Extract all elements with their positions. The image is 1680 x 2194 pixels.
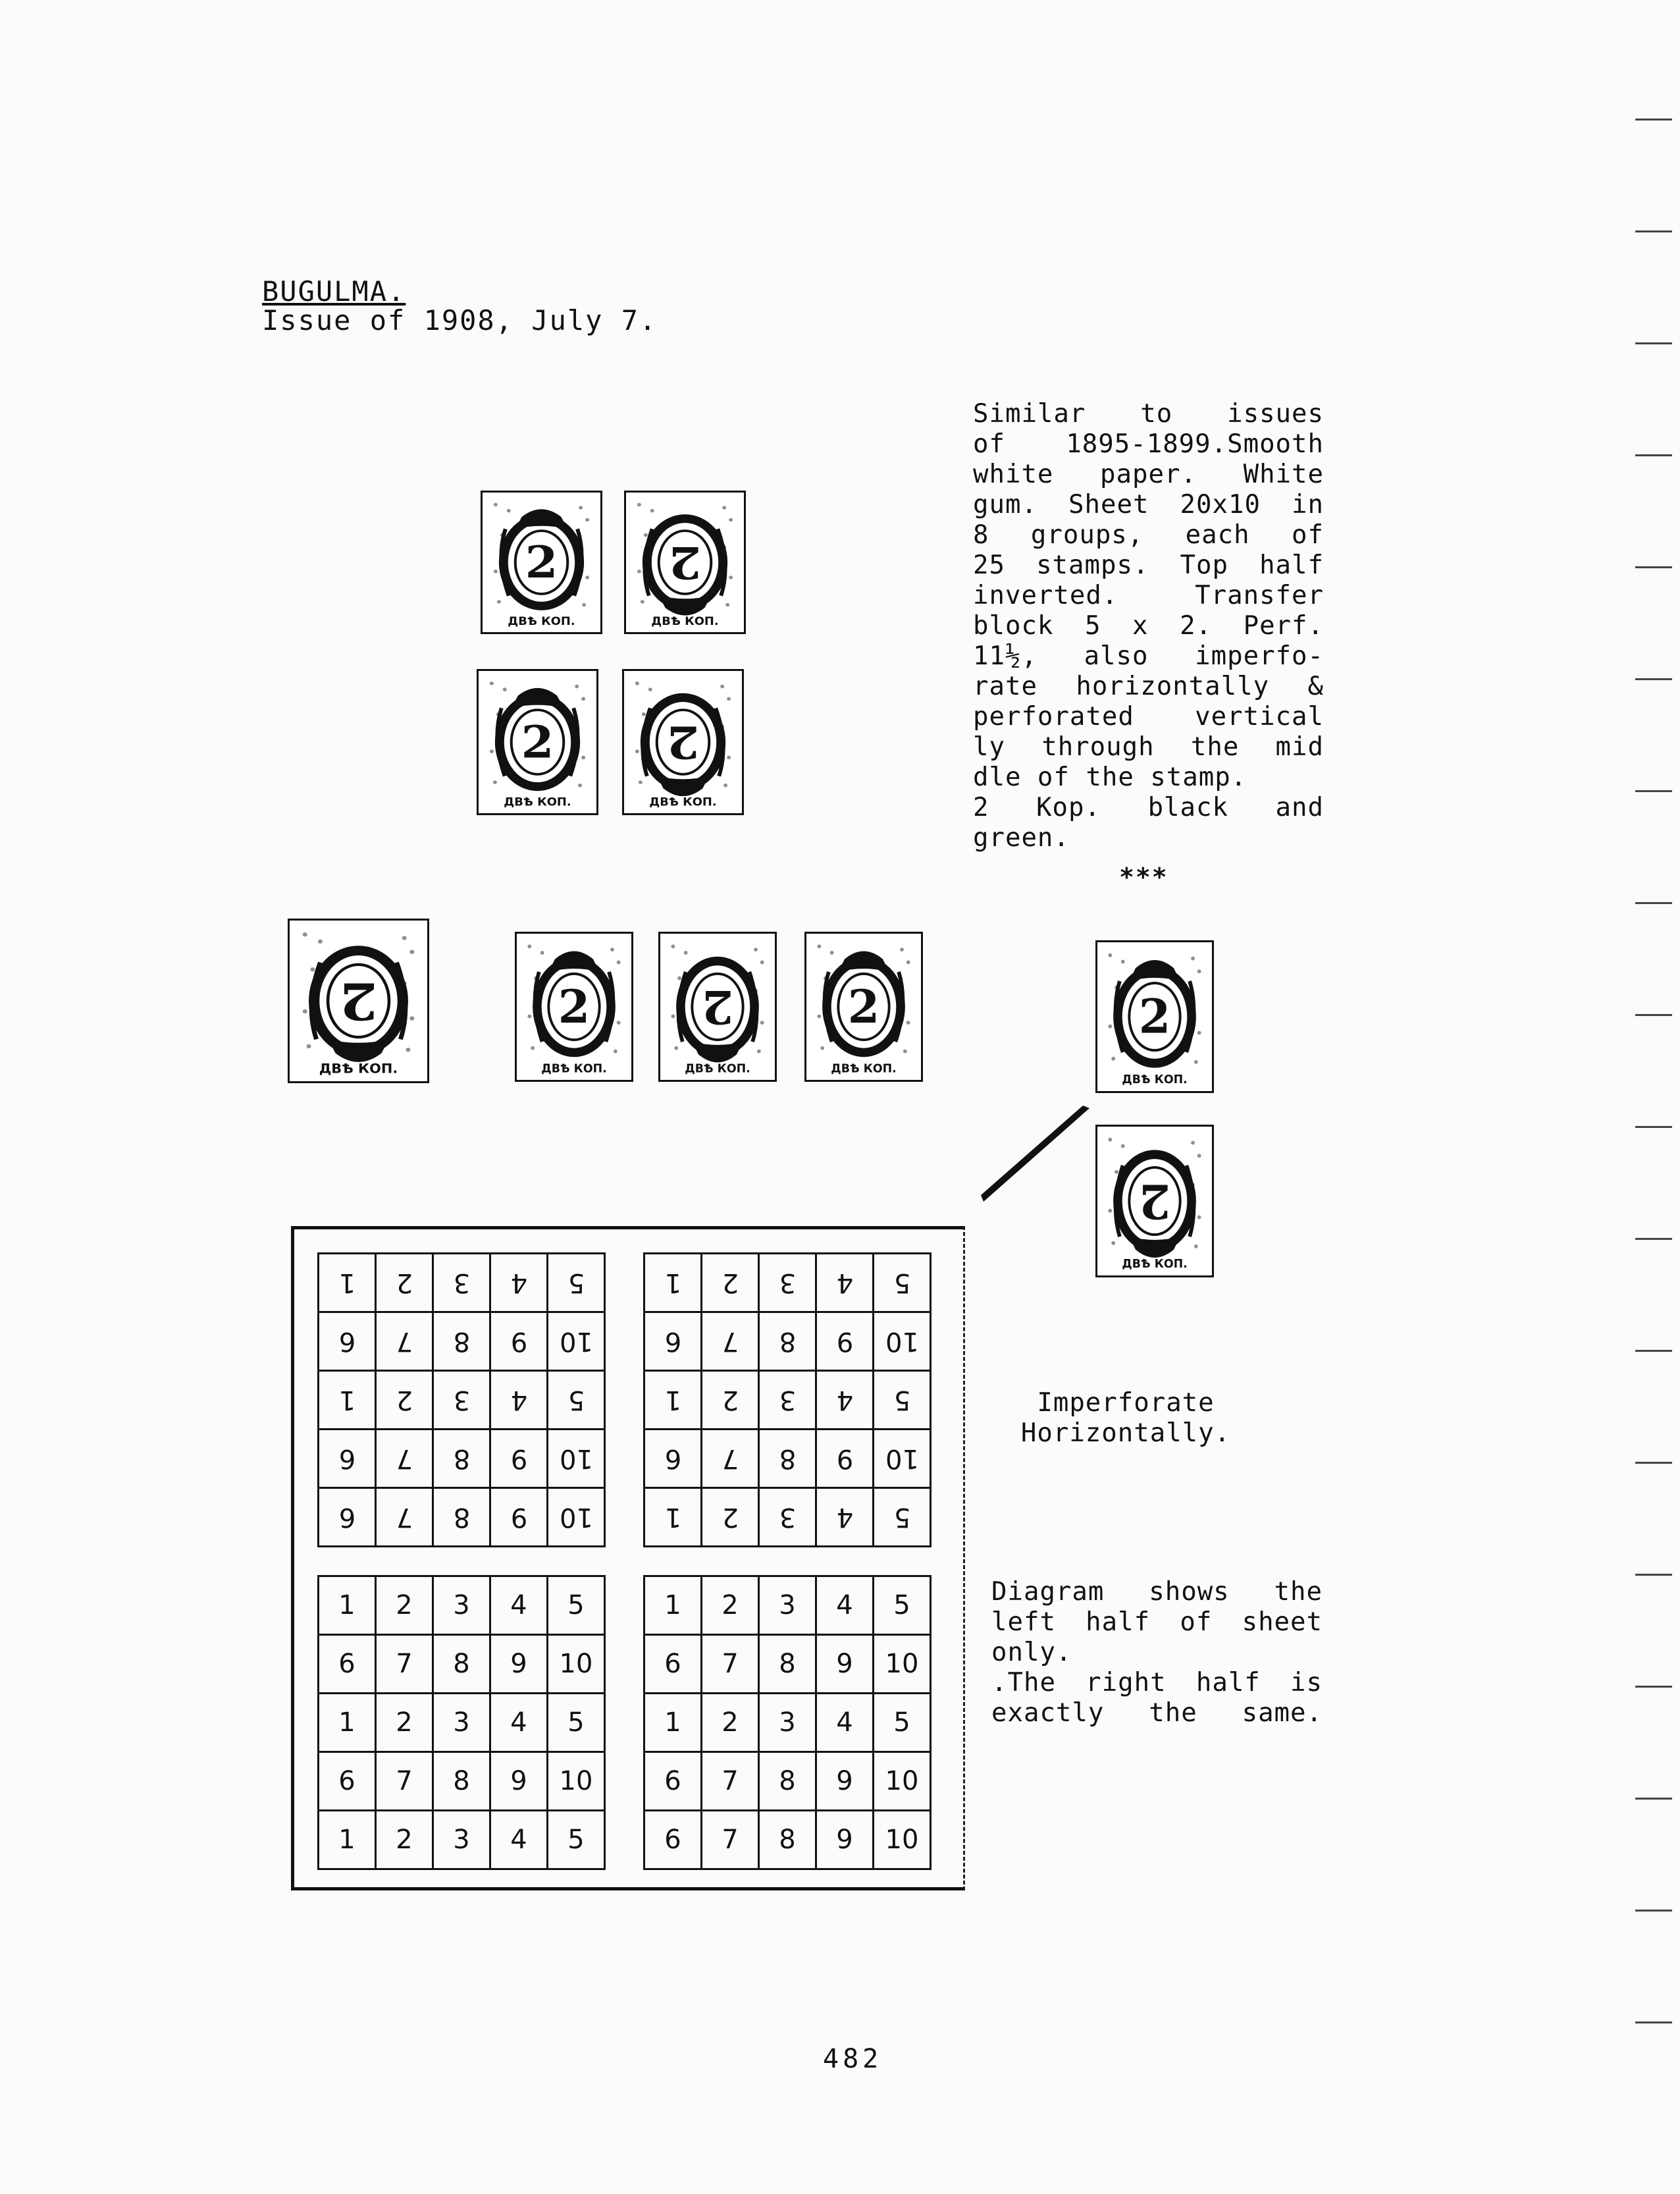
grid-cell: 9 [490, 1488, 548, 1547]
binder-mark [1635, 1574, 1672, 1576]
note-line: Diagram shows the [991, 1577, 1323, 1607]
section-title: BUGULMA. [262, 275, 406, 308]
grid-row [644, 1752, 931, 1811]
grid-cell: 1 [644, 1694, 702, 1752]
svg-text:2: 2 [1138, 989, 1171, 1044]
note-line: .The right half is [991, 1668, 1323, 1698]
grid-cell: 1 [319, 1371, 376, 1430]
stamp-image [804, 932, 923, 1082]
grid-cell: 5 [874, 1254, 931, 1312]
grid-cell: 5 [548, 1371, 605, 1430]
grid-cell: 3 [433, 1694, 490, 1752]
grid-cell: 4 [490, 1254, 548, 1312]
svg-text:2: 2 [525, 537, 558, 589]
grid-cell: 9 [816, 1752, 874, 1811]
grid-cell: 7 [376, 1430, 433, 1488]
description-line: 8 groups, each of [973, 520, 1324, 550]
svg-text:2: 2 [666, 716, 700, 768]
grid-cell: 5 [874, 1488, 931, 1547]
grid-cell: 3 [433, 1576, 490, 1635]
grid-cell: 8 [759, 1811, 816, 1869]
binder-mark [1635, 790, 1672, 792]
grid-cell: 6 [644, 1312, 702, 1371]
grid-cell: 7 [702, 1752, 759, 1811]
binder-mark [1635, 1910, 1672, 1912]
svg-text:ДВѢ КОП.: ДВѢ КОП. [508, 615, 575, 628]
grid-cell: 2 [702, 1694, 759, 1752]
grid-cell: 9 [816, 1635, 874, 1694]
grid-row [644, 1430, 931, 1488]
grid-cell: 10 [548, 1312, 605, 1371]
grid-cell: 9 [490, 1430, 548, 1488]
grid-cell: 7 [376, 1488, 433, 1547]
grid-cell: 1 [319, 1811, 376, 1869]
binder-mark [1635, 2021, 1672, 2023]
grid-cell: 3 [433, 1254, 490, 1312]
grid-bottom-left [317, 1575, 606, 1870]
stamp-image [624, 491, 746, 634]
svg-text:2: 2 [847, 980, 880, 1034]
grid-cell: 1 [644, 1254, 702, 1312]
stamp-image [622, 669, 744, 815]
binder-mark [1635, 1238, 1672, 1240]
description-line: of 1895-1899.Smooth [973, 429, 1324, 459]
issue-description [973, 399, 1324, 853]
binder-mark [1635, 1014, 1672, 1016]
grid-cell: 4 [816, 1576, 874, 1635]
issue-date: Issue of 1908, July 7. [262, 304, 658, 336]
grid-top-right [643, 1252, 932, 1547]
grid-cell: 6 [644, 1635, 702, 1694]
grid-cell: 4 [816, 1254, 874, 1312]
grid-row [319, 1312, 605, 1371]
grid-cell: 7 [702, 1635, 759, 1694]
binder-mark [1635, 230, 1672, 232]
binder-mark [1635, 1798, 1672, 1800]
grid-row [319, 1694, 605, 1752]
grid-cell: 4 [816, 1694, 874, 1752]
grid-row [319, 1488, 605, 1547]
svg-text:ДВѢ КОП.: ДВѢ КОП. [504, 796, 571, 809]
grid-cell: 2 [376, 1694, 433, 1752]
grid-cell: 3 [759, 1488, 816, 1547]
binder-mark [1635, 342, 1672, 344]
grid-row [644, 1576, 931, 1635]
binder-mark [1635, 454, 1672, 456]
stamp-image [288, 919, 429, 1083]
description-line: white paper. White [973, 460, 1324, 489]
grid-row [644, 1488, 931, 1547]
grid-cell: 1 [319, 1576, 376, 1635]
grid-cell: 4 [490, 1576, 548, 1635]
stamp-image [481, 491, 602, 634]
imperforate-line-2: Horizontally. [1020, 1418, 1231, 1448]
description-line: block 5 x 2. Perf. [973, 611, 1324, 641]
grid-cell: 2 [702, 1488, 759, 1547]
grid-cell: 9 [490, 1635, 548, 1694]
grid-row [319, 1752, 605, 1811]
grid-bottom-right [643, 1575, 932, 1870]
grid-cell: 1 [644, 1371, 702, 1430]
grid-cell: 2 [376, 1371, 433, 1430]
grid-row [644, 1694, 931, 1752]
grid-cell: 8 [433, 1635, 490, 1694]
grid-cell: 3 [433, 1371, 490, 1430]
grid-cell: 2 [702, 1371, 759, 1430]
description-line: ly through the mid [973, 732, 1324, 762]
svg-text:ДВѢ КОП.: ДВѢ КОП. [685, 1062, 750, 1076]
grid-row [319, 1371, 605, 1430]
binder-mark [1635, 566, 1672, 568]
description-line: 2 Kop. black and [973, 793, 1324, 822]
grid-cell: 5 [548, 1694, 605, 1752]
grid-cell: 3 [759, 1254, 816, 1312]
grid-cell: 5 [874, 1694, 931, 1752]
svg-text:2: 2 [339, 971, 378, 1031]
grid-cell: 7 [376, 1752, 433, 1811]
grid-cell: 7 [376, 1312, 433, 1371]
grid-cell: 1 [319, 1254, 376, 1312]
description-line: gum. Sheet 20x10 in [973, 490, 1324, 520]
svg-text:2: 2 [521, 716, 554, 768]
grid-row [644, 1312, 931, 1371]
grid-cell: 5 [548, 1576, 605, 1635]
grid-cell: 3 [759, 1576, 816, 1635]
grid-cell: 10 [874, 1312, 931, 1371]
grid-cell: 4 [490, 1811, 548, 1869]
grid-cell: 9 [816, 1312, 874, 1371]
grid-cell: 9 [490, 1312, 548, 1371]
pointer-arrow [974, 1103, 1093, 1208]
grid-cell: 8 [433, 1488, 490, 1547]
description-line: 25 stamps. Top half [973, 550, 1324, 580]
grid-cell: 6 [319, 1488, 376, 1547]
grid-row [644, 1254, 931, 1312]
grid-cell: 1 [644, 1576, 702, 1635]
grid-row [644, 1371, 931, 1430]
grid-cell: 10 [874, 1635, 931, 1694]
binder-mark [1635, 1686, 1672, 1688]
grid-cell: 6 [319, 1430, 376, 1488]
grid-cell: 4 [490, 1694, 548, 1752]
sheet-diagram [291, 1226, 965, 1890]
grid-cell: 8 [759, 1312, 816, 1371]
grid-row [319, 1576, 605, 1635]
grid-cell: 6 [644, 1752, 702, 1811]
binder-mark [1635, 678, 1672, 680]
grid-cell: 2 [376, 1811, 433, 1869]
grid-cell: 7 [702, 1312, 759, 1371]
grid-cell: 3 [759, 1694, 816, 1752]
stamp-image [658, 932, 777, 1082]
note-line: only. [991, 1638, 1072, 1667]
svg-text:ДВѢ КОП.: ДВѢ КОП. [831, 1062, 897, 1076]
svg-text:ДВѢ КОП.: ДВѢ КОП. [319, 1061, 398, 1077]
svg-text:2: 2 [668, 536, 702, 588]
grid-cell: 8 [433, 1430, 490, 1488]
svg-text:ДВѢ КОП.: ДВѢ КОП. [1122, 1073, 1188, 1087]
page-number: 482 [823, 2044, 883, 2074]
grid-cell: 6 [644, 1811, 702, 1869]
imperforate-label [1001, 1388, 1251, 1449]
grid-cell: 2 [376, 1254, 433, 1312]
grid-row [644, 1635, 931, 1694]
grid-cell: 5 [874, 1576, 931, 1635]
grid-row [319, 1635, 605, 1694]
grid-cell: 6 [319, 1312, 376, 1371]
grid-cell: 10 [548, 1635, 605, 1694]
description-line: inverted. Transfer [973, 581, 1324, 610]
grid-cell: 7 [376, 1635, 433, 1694]
grid-cell: 9 [490, 1752, 548, 1811]
stamp-image [477, 669, 598, 815]
note-line: left half of sheet [991, 1607, 1323, 1637]
svg-text:ДВѢ КОП.: ДВѢ КОП. [541, 1062, 607, 1076]
grid-row [319, 1430, 605, 1488]
svg-text:2: 2 [558, 980, 591, 1034]
grid-cell: 2 [702, 1576, 759, 1635]
separator-stars: *** [1119, 863, 1168, 892]
description-line: rate horizontally & [973, 672, 1324, 701]
grid-cell: 5 [548, 1811, 605, 1869]
grid-cell: 8 [433, 1752, 490, 1811]
svg-text:ДВѢ КОП.: ДВѢ КОП. [1122, 1258, 1188, 1271]
binder-mark [1635, 1126, 1672, 1128]
binder-mark [1635, 1462, 1672, 1464]
stamp-image [1095, 1125, 1214, 1277]
description-line: green. [973, 823, 1070, 853]
binder-mark [1635, 902, 1672, 904]
svg-text:ДВѢ КОП.: ДВѢ КОП. [649, 796, 717, 809]
grid-cell: 9 [816, 1811, 874, 1869]
grid-cell: 2 [702, 1254, 759, 1312]
grid-cell: 10 [548, 1430, 605, 1488]
grid-cell: 8 [759, 1635, 816, 1694]
grid-row [319, 1811, 605, 1869]
grid-cell: 3 [759, 1371, 816, 1430]
grid-cell: 10 [548, 1752, 605, 1811]
grid-cell: 4 [490, 1371, 548, 1430]
description-line: Similar to issues [973, 399, 1324, 429]
grid-cell: 6 [319, 1752, 376, 1811]
svg-text:2: 2 [701, 979, 734, 1033]
grid-cell: 7 [702, 1811, 759, 1869]
grid-cell: 4 [816, 1488, 874, 1547]
grid-top-left [317, 1252, 606, 1547]
grid-cell: 6 [319, 1635, 376, 1694]
grid-cell: 3 [433, 1811, 490, 1869]
grid-cell: 5 [874, 1371, 931, 1430]
imperforate-line-1: Imperforate [1037, 1388, 1215, 1418]
description-line: dle of the stamp. [973, 763, 1247, 792]
grid-cell: 8 [759, 1430, 816, 1488]
grid-cell: 9 [816, 1430, 874, 1488]
grid-cell: 4 [816, 1371, 874, 1430]
grid-cell: 10 [874, 1752, 931, 1811]
svg-text:ДВѢ КОП.: ДВѢ КОП. [651, 615, 719, 628]
grid-cell: 8 [759, 1752, 816, 1811]
binder-mark [1635, 1350, 1672, 1352]
grid-cell: 10 [548, 1488, 605, 1547]
binder-mark [1635, 119, 1672, 120]
grid-cell: 10 [874, 1811, 931, 1869]
grid-cell: 6 [644, 1430, 702, 1488]
description-line: perforated vertical [973, 702, 1324, 732]
grid-row [319, 1254, 605, 1312]
grid-cell: 2 [376, 1576, 433, 1635]
grid-cell: 1 [644, 1488, 702, 1547]
grid-cell: 7 [702, 1430, 759, 1488]
grid-cell: 5 [548, 1254, 605, 1312]
description-line: 11½, also imperfo- [973, 641, 1324, 671]
grid-cell: 1 [319, 1694, 376, 1752]
grid-cell: 8 [433, 1312, 490, 1371]
stamp-image [1095, 940, 1214, 1093]
grid-cell: 10 [874, 1430, 931, 1488]
svg-text:2: 2 [1138, 1173, 1171, 1229]
grid-row [644, 1811, 931, 1869]
diagram-note [991, 1577, 1323, 1728]
note-line: exactly the same. [991, 1698, 1323, 1728]
stamp-image [515, 932, 633, 1082]
